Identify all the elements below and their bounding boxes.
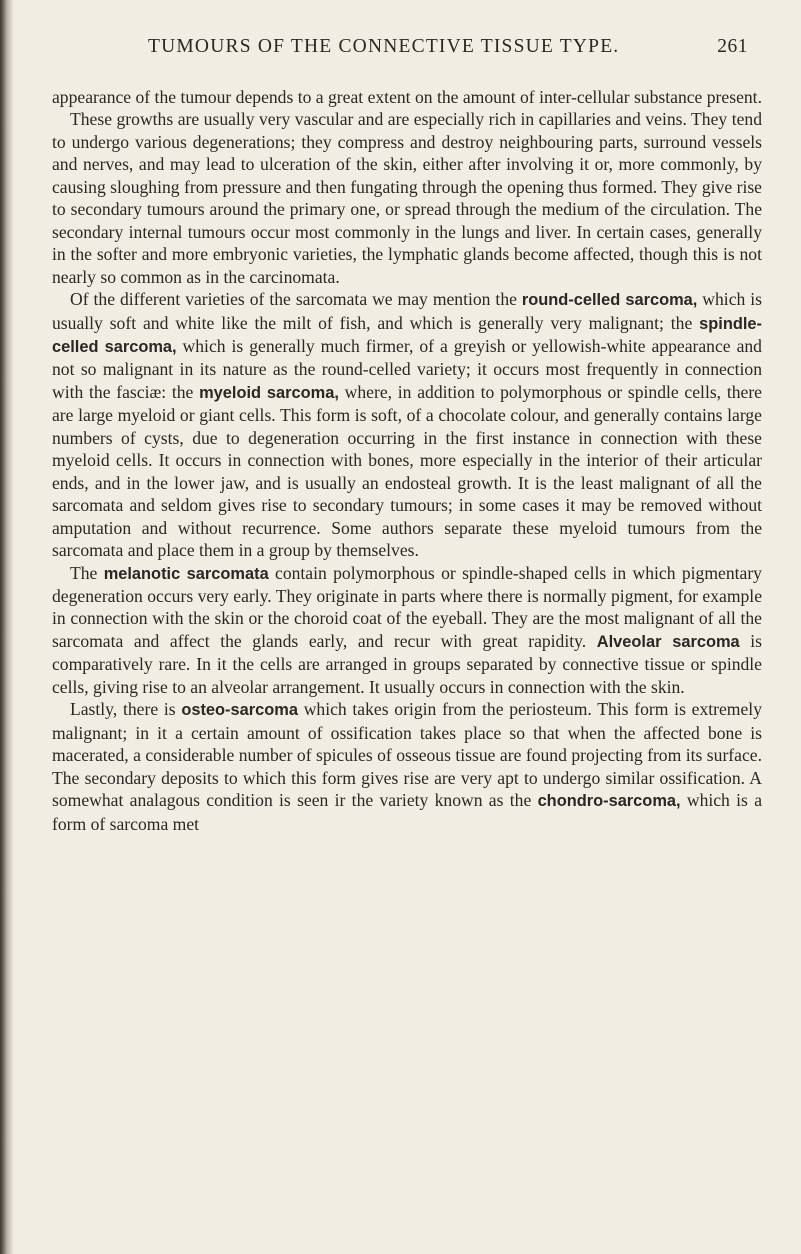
text-run: is comparatively rare. In it the cells are arranged in groups separated by connective tissue or spindle cells, giving rise to an alveolar arrangement. It usually occurs in connection with the skin. [52, 630, 762, 697]
term-myeloid-sarcoma: myeloid sarcoma, [199, 383, 339, 402]
text-run: which is usually soft and white like the milt of fish, and which is generally very malignant; the [52, 289, 762, 333]
term-melanotic-sarcomata: melanotic sarcomata [103, 564, 269, 583]
page-text [52, 86, 762, 835]
paragraph-growth-behaviour [52, 108, 762, 288]
paragraph-continued [52, 86, 762, 108]
page-number: 261 [717, 36, 748, 57]
text-run: where, in addition to polymorphous or spindle cells, there are large myeloid or giant cells. This form is soft, of a chocolate colour, and generally contains large numbers of cysts, due to degeneration occurring in the first instance in connection with these myeloid cells. It occurs in connection with bones, more especially in the interior of their articular ends, and in the lower jaw, and is usually an endosteal growth. It is the least malignant of all the sarcomata and seldom gives rise to secondary tumours; in some cases it may be removed without amputation and without recurrence. Some authors separate these myeloid tumours from the sarcomata and place them in a group by themselves. [52, 381, 762, 561]
paragraph-text: appearance of the tumour depends to a great extent on the amount of inter-cellular substance present. [52, 87, 762, 107]
paragraph-melanotic-alveolar [52, 562, 762, 699]
text-run: contain polymorphous or spindle-shaped cells in which pigmentary degeneration occurs very early. They originate in parts where there is normally pigment, for example in connection with the skin or the choroid coat of the eyeball. They are the most malignant of all the sarcomata and affect the glands early, and recur with great rapidity. [52, 562, 762, 651]
text-run: Lastly, there is [70, 699, 182, 720]
running-head [148, 36, 748, 58]
running-title: TUMOURS OF THE CONNECTIVE TISSUE TYPE. [148, 36, 620, 57]
paragraph-text: These growths are usually very vascular and are especially rich in capillaries and veins. They tend to undergo various degenerations; they compress and destroy neighbouring parts, surround vessels and nerves, and may lead to ulceration of the skin, either after involving it or, more commonly, by causing sloughing from pressure and then fungating through the opening thus formed. They give rise to secondary tumours around the primary one, or spread through the medium of the circulation. The secondary internal tumours occur most commonly in the lungs and liver. In certain cases, generally in the softer and more embryonic varieties, the lymphatic glands become affected, though this is not nearly so common as in the carcinomata. [52, 109, 762, 287]
term-spindle-celled-sarcoma: spindle-celled sarcoma, [52, 314, 762, 356]
text-run: which is a form of sarcoma met [52, 790, 762, 834]
paragraph-osteo-sarcoma [52, 698, 762, 835]
term-chondro-sarcoma: chondro-sarcoma, [537, 792, 681, 811]
text-run: which takes origin from the periosteum. This form is extremely malignant; in it a certain amount of ossification takes place so that when the affected bone is macerated, a considerable number of spicules of osseous tissue are found projecting from its surface. The secondary deposits to which this form gives rise are very apt to undergo similar ossification. A somewhat analagous condition is seen ir the variety known as the [52, 699, 762, 811]
term-round-celled-sarcoma: round-celled sarcoma, [521, 291, 698, 310]
text-run: Of the different varieties of the sarcomata we may mention the [70, 289, 522, 310]
text-run: The [70, 562, 104, 583]
term-osteo-sarcoma: osteo-sarcoma [181, 701, 298, 720]
paragraph-sarcoma-varieties [52, 288, 762, 561]
binding-gutter-shadow [0, 0, 14, 1254]
text-run: which is generally much firmer, of a greyish or yellowish-white appearance and not so malignant in its nature as the round-celled variety; it occurs most frequently in connection with the fasciæ: the [52, 335, 762, 402]
term-alveolar-sarcoma: Alveolar sarcoma [596, 632, 740, 651]
